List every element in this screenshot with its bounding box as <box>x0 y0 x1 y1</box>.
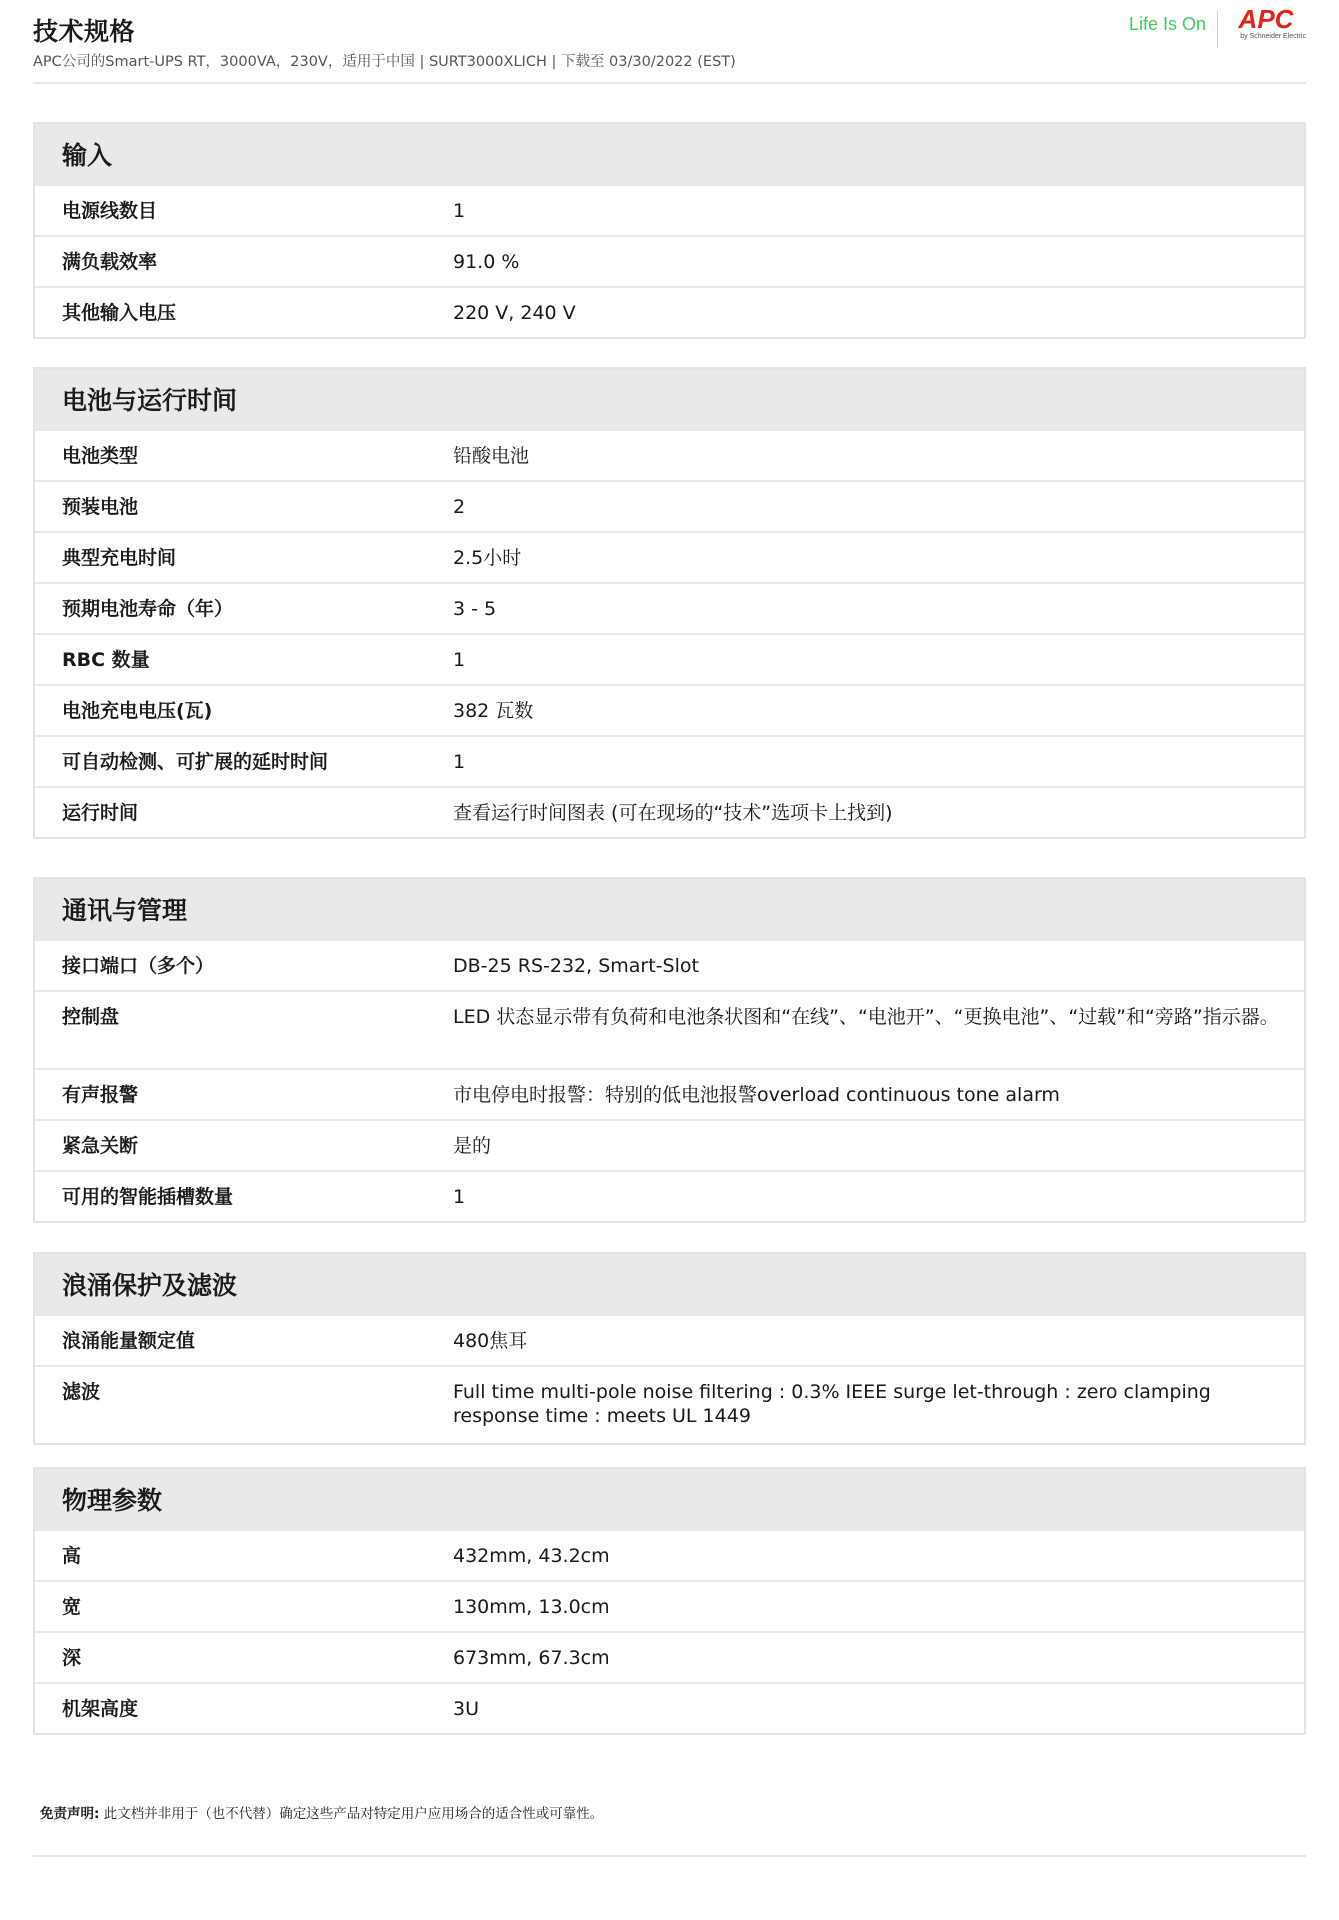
spec-row <box>35 1314 1304 1365</box>
spec-row <box>35 480 1304 531</box>
spec-value: 铅酸电池 <box>453 445 530 467</box>
spec-value: 382 瓦数 <box>453 700 534 722</box>
spec-value: 1 <box>453 1186 466 1208</box>
section-communication <box>33 877 1306 1223</box>
spec-value: 480焦耳 <box>453 1330 528 1352</box>
disclaimer-label: 免责声明: <box>40 1806 100 1822</box>
spec-row <box>35 1170 1304 1221</box>
spec-value: Full time multi-pole noise filtering : 0.3% IEEE surge let-through : zero clamping response time : meets UL 1449 <box>453 1381 1211 1427</box>
section-input <box>33 122 1306 339</box>
spec-label: 高 <box>62 1545 82 1567</box>
spec-value: 1 <box>453 751 466 773</box>
spec-label: 典型充电时间 <box>62 547 177 569</box>
spec-row <box>35 1580 1304 1631</box>
spec-row <box>35 1365 1304 1443</box>
spec-row <box>35 990 1304 1068</box>
spec-value: 查看运行时间图表 (可在现场的“技术”选项卡上找到) <box>453 802 893 824</box>
apc-logo-subtext: by Schneider Electric <box>1240 33 1306 40</box>
section-physical <box>33 1467 1306 1735</box>
life-is-on-logo: Life Is On <box>1128 14 1206 34</box>
spec-label: RBC 数量 <box>62 649 150 671</box>
spec-label: 控制盘 <box>62 1006 120 1028</box>
spec-value: 1 <box>453 649 466 671</box>
page-subtitle: APC公司的Smart-UPS RT，3000VA，230V，适用于中国 | SURT3000XLICH | 下载至 03/30/2022 (EST) <box>33 54 736 70</box>
apc-logo-text: APC <box>1238 6 1294 32</box>
spec-row <box>35 184 1304 235</box>
spec-label: 机架高度 <box>62 1698 139 1720</box>
spec-value: 432mm, 43.2cm <box>453 1545 610 1567</box>
spec-row <box>35 429 1304 480</box>
spec-label: 深 <box>62 1647 82 1669</box>
spec-row <box>35 1529 1304 1580</box>
page-title: 技术规格 <box>33 17 136 46</box>
spec-row <box>35 633 1304 684</box>
spec-value: 673mm, 67.3cm <box>453 1647 610 1669</box>
spec-value: 市电停电时报警：特别的低电池报警overload continuous tone alarm <box>453 1084 1060 1106</box>
spec-label: 有声报警 <box>62 1084 139 1106</box>
spec-row <box>35 531 1304 582</box>
spec-value: 1 <box>453 200 466 222</box>
spec-row <box>35 582 1304 633</box>
spec-row <box>35 286 1304 337</box>
spec-label: 满负载效率 <box>62 251 158 273</box>
spec-row <box>35 1682 1304 1733</box>
spec-value: 2 <box>453 496 466 518</box>
apc-logo-icon <box>1226 6 1306 32</box>
spec-row <box>35 1631 1304 1682</box>
brand-divider <box>1217 10 1218 48</box>
spec-label: 预装电池 <box>62 496 139 518</box>
spec-label: 接口端口（多个） <box>62 955 215 977</box>
spec-label: 可自动检测、可扩展的延时时间 <box>62 751 329 773</box>
spec-label: 预期电池寿命（年） <box>62 598 234 620</box>
spec-row <box>35 1119 1304 1170</box>
section-battery-runtime <box>33 367 1306 839</box>
spec-label: 宽 <box>62 1596 82 1618</box>
spec-label: 可用的智能插槽数量 <box>62 1186 234 1208</box>
spec-row <box>35 735 1304 786</box>
section-title: 通讯与管理 <box>35 879 1304 939</box>
spec-row <box>35 1068 1304 1119</box>
page-header <box>33 8 1306 84</box>
spec-value: 130mm, 13.0cm <box>453 1596 610 1618</box>
spec-label: 紧急关断 <box>62 1135 139 1157</box>
section-title: 电池与运行时间 <box>35 369 1304 429</box>
spec-value: 是的 <box>453 1135 492 1157</box>
section-title: 物理参数 <box>35 1469 1304 1529</box>
spec-value: 3U <box>453 1698 479 1720</box>
spec-row <box>35 684 1304 735</box>
spec-value: 2.5小时 <box>453 547 522 569</box>
spec-value: DB-25 RS-232, Smart-Slot <box>453 955 699 977</box>
spec-label: 电源线数目 <box>62 200 158 222</box>
spec-value: LED 状态显示带有负荷和电池条状图和“在线”、“电池开”、“更换电池”、“过载”和“旁路”指示器。 <box>453 1006 1279 1028</box>
spec-row <box>35 939 1304 990</box>
spec-label: 运行时间 <box>62 802 139 824</box>
apc-logo <box>1226 6 1306 40</box>
section-title: 输入 <box>35 124 1304 184</box>
spec-row <box>35 786 1304 837</box>
section-title: 浪涌保护及滤波 <box>35 1254 1304 1314</box>
spec-row <box>35 235 1304 286</box>
disclaimer <box>40 1802 603 1822</box>
spec-label: 浪涌能量额定值 <box>62 1330 196 1352</box>
disclaimer-text: 此文档并非用于（也不代替）确定这些产品对特定用户应用场合的适合性或可靠性。 <box>99 1806 604 1822</box>
spec-label: 滤波 <box>62 1381 101 1403</box>
spec-value: 220 V, 240 V <box>453 302 576 324</box>
spec-label: 其他输入电压 <box>62 302 177 324</box>
spec-value: 3 - 5 <box>453 598 497 620</box>
spec-value: 91.0 % <box>453 251 520 273</box>
section-surge-protection <box>33 1252 1306 1445</box>
spec-label: 电池类型 <box>62 445 139 467</box>
spec-label: 电池充电电压(瓦) <box>62 700 213 722</box>
footer-divider <box>33 1855 1306 1857</box>
